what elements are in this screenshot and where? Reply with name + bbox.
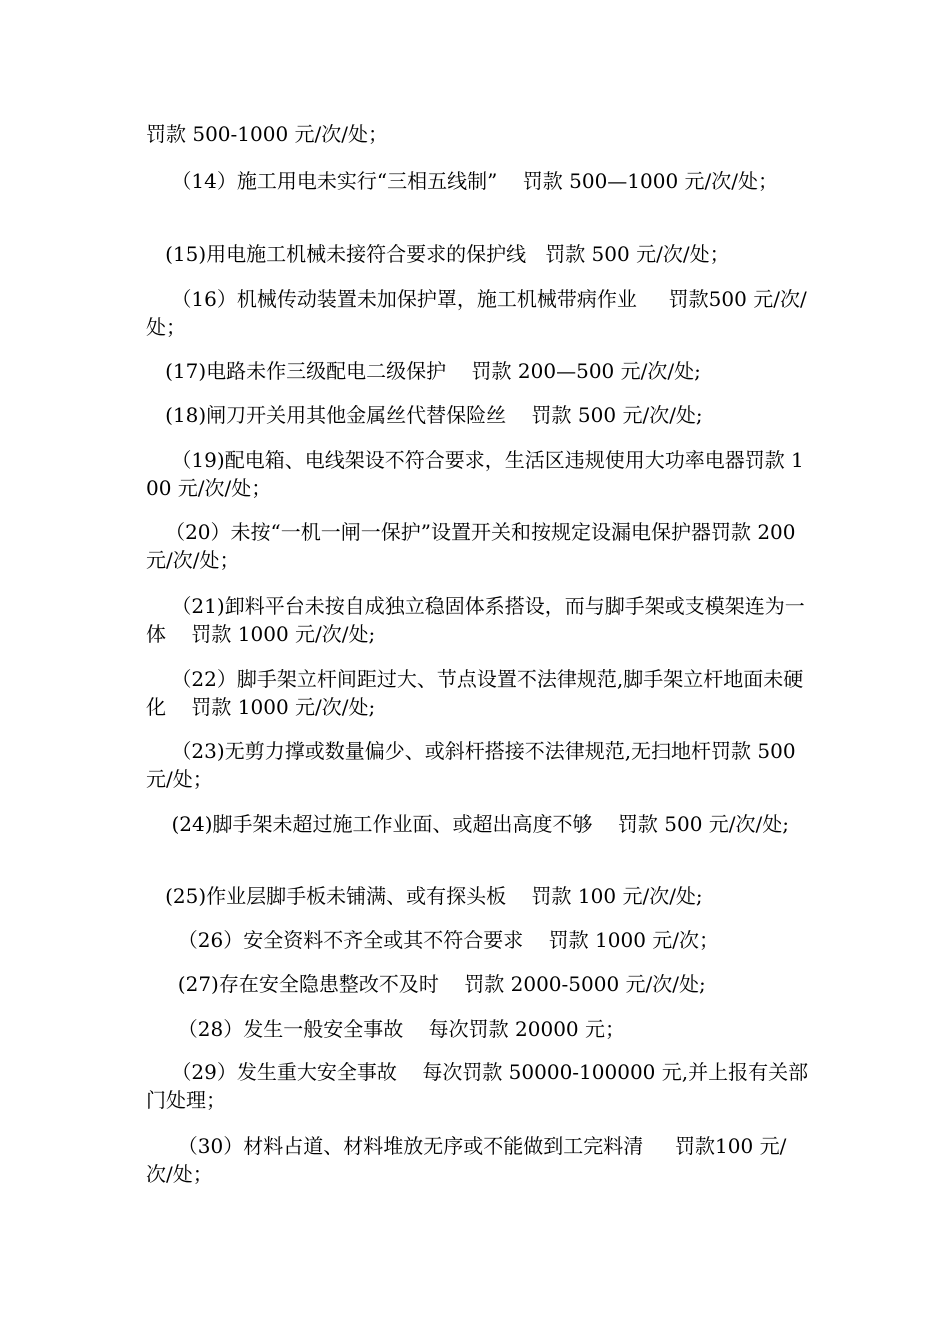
paragraph: （26）安全资料不齐全或其不符合要求 罚款 1000 元/次；: [146, 928, 720, 952]
paragraph: (15)用电施工机械未接符合要求的保护线 罚款 500 元/次/处；: [146, 242, 730, 266]
paragraph: (27)存在安全隐患整改不及时 罚款 2000-5000 元/次/处;: [146, 972, 706, 996]
paragraph: （23)无剪力撑或数量偏少、或斜杆搭接不法律规范,无扫地杆罚款 500 元/处；: [146, 739, 802, 791]
paragraph: （28）发生一般安全事故 每次罚款 20000 元；: [146, 1017, 626, 1041]
paragraph: (24)脚手架未超过施工作业面、或超出高度不够 罚款 500 元/次/处;: [146, 812, 790, 836]
paragraph: （20）未按“一机一闸一保护”设置开关和按规定设漏电保护器罚款 200 元/次/处；: [146, 520, 802, 572]
paragraph: （29）发生重大安全事故 每次罚款 50000-100000 元,并上报有关部门处理；: [146, 1060, 809, 1112]
paragraph: （22）脚手架立杆间距过大、节点设置不法律规范,脚手架立杆地面未硬化 罚款 1000 元/次/处;: [146, 667, 804, 719]
paragraph: （30）材料占道、材料堆放无序或不能做到工完料清 罚款100 元/次/处；: [146, 1134, 787, 1186]
paragraph: 罚款 500-1000 元/次/处；: [146, 122, 389, 146]
paragraph: (17)电路未作三级配电二级保护 罚款 200—500 元/次/处;: [146, 359, 701, 383]
paragraph: （19)配电箱、电线架设不符合要求，生活区违规使用大功率电器罚款 100 元/次/处；: [146, 448, 804, 500]
paragraph: (25)作业层脚手板未铺满、或有探头板 罚款 100 元/次/处;: [146, 884, 703, 908]
paragraph: （21)卸料平台未按自成独立稳固体系搭设，而与脚手架或支模架连为一体 罚款 1000 元/次/处;: [146, 594, 805, 646]
paragraph: （14）施工用电未实行“三相五线制” 罚款 500—1000 元/次/处；: [146, 169, 779, 193]
paragraph: （16）机械传动装置未加保护罩，施工机械带病作业 罚款500 元/次/处；: [146, 287, 807, 339]
paragraph: (18)闸刀开关用其他金属丝代替保险丝 罚款 500 元/次/处;: [146, 403, 703, 427]
